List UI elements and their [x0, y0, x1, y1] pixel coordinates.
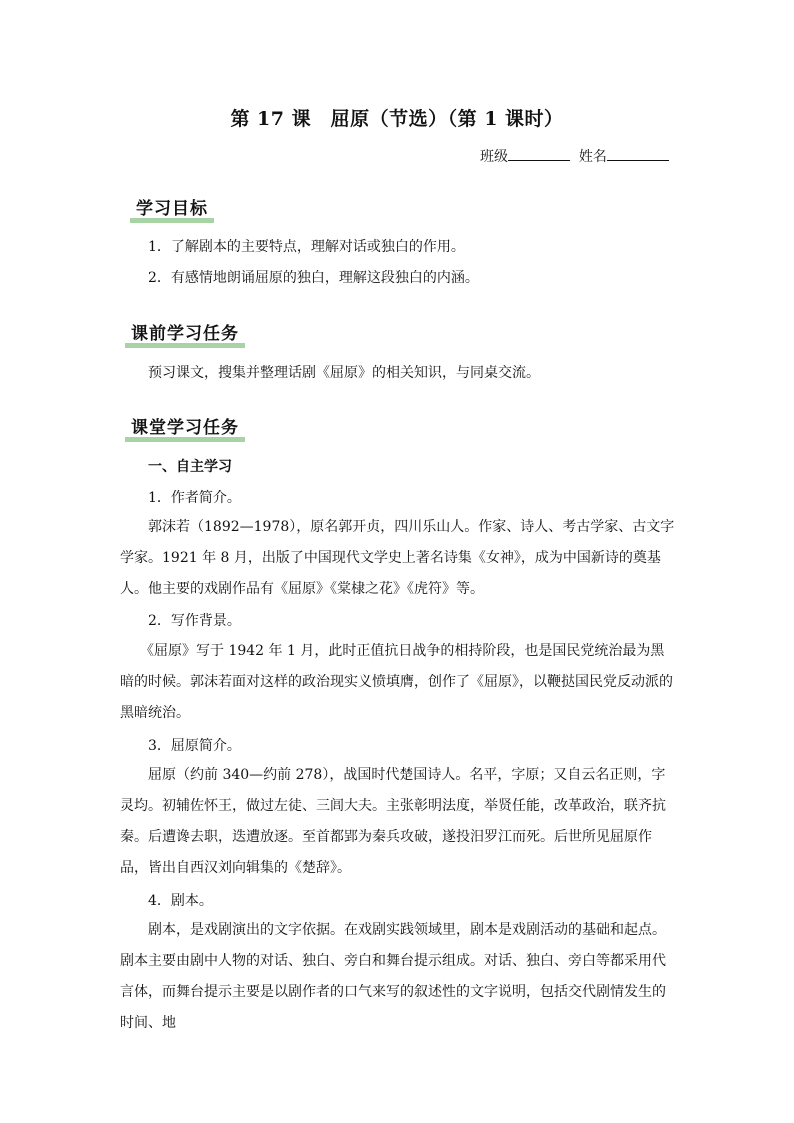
page-title: 第 17 课 屈原（节选）（第 1 课时） — [230, 108, 564, 130]
name-blank — [607, 147, 669, 161]
pre-class-text: 预习课文，搜集并整理话剧《屈原》的相关知识，与同桌交流。 — [148, 365, 540, 381]
part-heading: 一、自主学习 — [148, 459, 232, 475]
item-title: 2．写作背景。 — [148, 613, 241, 629]
section-heading-goals: 学习目标 — [136, 194, 208, 219]
item-title: 4．剧本。 — [148, 893, 213, 909]
background-text: 《屈原》写于 1942 年 1 月，此时正值抗日战争的相持阶段，也是国民党统治最为黑暗的时候。郭沫若面对这样的政治现实义愤填膺，创作了《屈原》，以鞭挞国民党反动派的黑暗统治。 — [120, 643, 673, 721]
student-info — [480, 146, 669, 166]
item-title: 3．屈原简介。 — [148, 738, 241, 754]
goal-item: 1．了解剧本的主要特点，理解对话或独白的作用。 — [148, 239, 465, 255]
quyuan-intro-text: 屈原（约前 340—约前 278），战国时代楚国诗人。名平，字原；又自云名正则，字灵均。初辅佐怀王，做过左徒、三闾大夫。主张彰明法度，举贤任能，改革政治，联齐抗秦。后遭谗去职，迭遭放逐。至首都郢为秦兵攻破，遂投汨罗江而死。后世所见屈原作品，皆出自西汉刘向辑集的《楚辞》。 — [120, 767, 666, 876]
script-text: 剧本，是戏剧演出的文字依据。在戏剧实践领域里，剧本是戏剧活动的基础和起点。剧本主要由剧中人物的对话、独白、旁白和舞台提示组成。对话、独白、旁白等都采用代言体，而舞台提示主要是以剧作者的口气来写的叙述性的文字说明，包括交代剧情发生的时间、地 — [120, 922, 666, 1031]
name-label: 姓名 — [578, 149, 607, 165]
author-intro-text: 郭沫若（1892—1978），原名郭开贞，四川乐山人。作家、诗人、考古学家、古文字学家。1921 年 8 月，出版了中国现代文学史上著名诗集《女神》，成为中国新诗的奠基人。他主要的戏剧作品有《屈原》《棠棣之花》《虎符》等。 — [120, 519, 675, 597]
section-heading-in-class: 课堂学习任务 — [131, 413, 239, 438]
class-label: 班级 — [480, 149, 508, 165]
item-title: 1．作者简介。 — [148, 490, 241, 506]
goal-item: 2．有感情地朗诵屈原的独白，理解这段独白的内涵。 — [148, 270, 479, 286]
class-blank — [508, 147, 570, 161]
section-heading-pre-class: 课前学习任务 — [131, 319, 239, 344]
